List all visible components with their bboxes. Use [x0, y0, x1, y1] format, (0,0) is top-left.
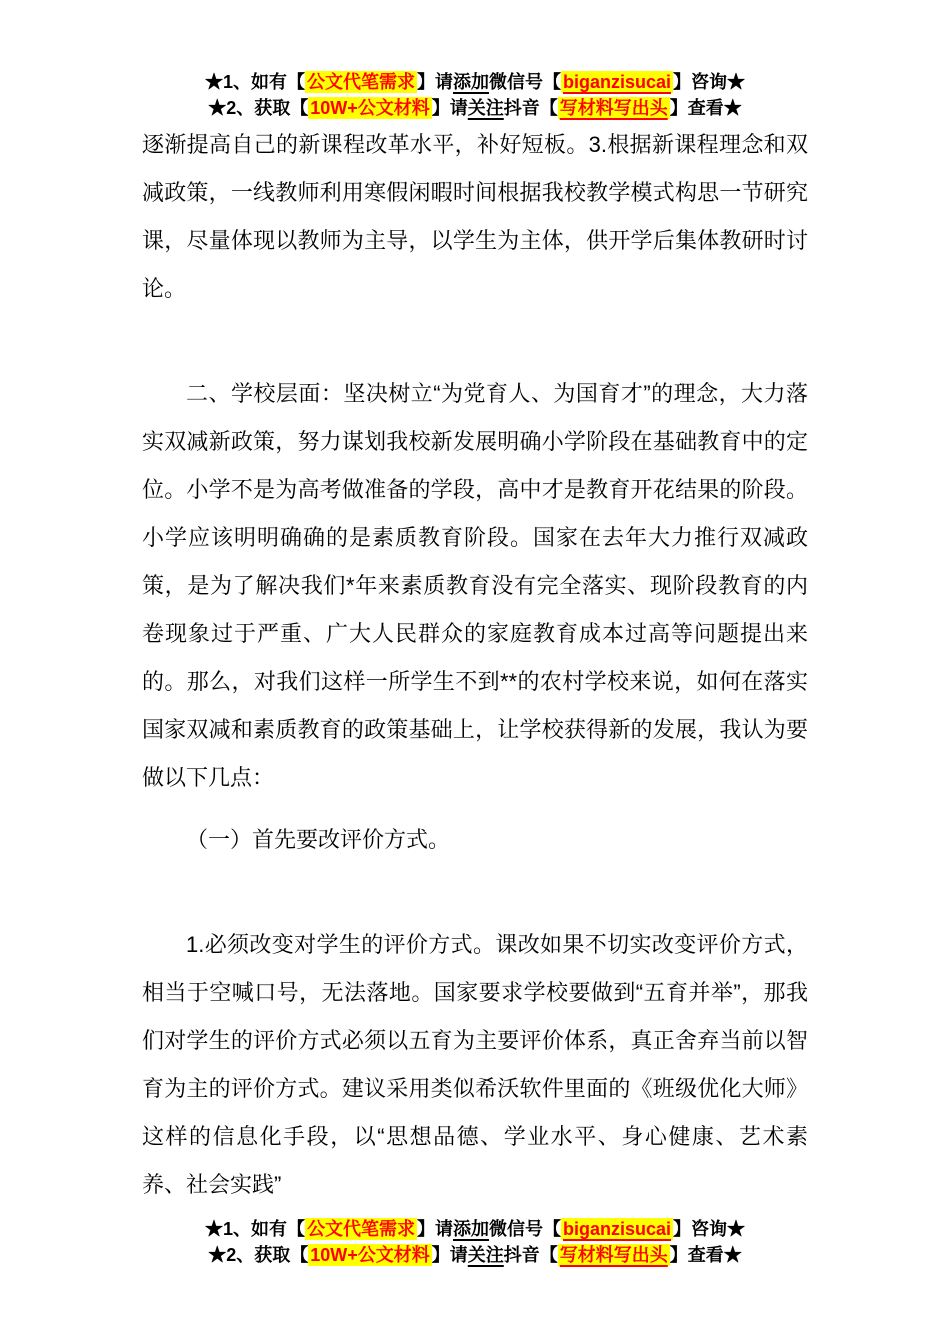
promo-text: ★1、如有【	[204, 1219, 305, 1239]
promo-text: ★2、获取【	[208, 1245, 309, 1265]
promo-text: 微信号【	[488, 1219, 561, 1239]
douyin-name-highlight: 写材料写出头	[559, 1245, 668, 1265]
promo-line-1	[0, 69, 950, 95]
header-promo-banner	[0, 0, 950, 121]
promo-line-2	[0, 95, 950, 121]
promo-text: 】查看★	[669, 1245, 742, 1265]
blank-line	[142, 313, 808, 370]
promo-text: 】查看★	[669, 98, 742, 118]
body-paragraph-point-one: 1.必须改变对学生的评价方式。课改如果不切实改变评价方式，相当于空喊口号，无法落地。国家要求学校要做到“五育并举”，那我们对学生的评价方式必须以五育为主要评价体系，真正舍弃当前以智育为主的评价方式。建议采用类似希沃软件里面的《班级优化大师》这样的信息化手段，以“思想品德、学业水平、身心健康、艺术素养、社会实践”	[142, 932, 808, 1197]
promo-highlight-service: 公文代笔需求	[306, 72, 415, 92]
body-paragraph-continuation: 逐渐提高自己的新课程改革水平，补好短板。3.根据新课程理念和双减政策，一线教师利用寒假闲暇时间根据我校教学模式构思一节研究课，尽量体现以教师为主导，以学生为主体，供开学后集体教研时讨论。	[142, 132, 808, 301]
blank-line	[142, 864, 808, 921]
promo-line-1	[0, 1216, 950, 1242]
promo-highlight-service: 公文代笔需求	[306, 1219, 415, 1239]
promo-underline-add: 添加	[452, 1219, 489, 1239]
promo-text: 】请	[416, 72, 453, 92]
promo-text: 】咨询★	[673, 1219, 746, 1239]
promo-text: ★2、获取【	[208, 98, 309, 118]
wechat-id-highlight: biganzisucai	[562, 72, 672, 92]
promo-text: 】请	[431, 98, 468, 118]
promo-text: 】请	[431, 1245, 468, 1265]
body-paragraph-section-two: 二、学校层面：坚决树立“为党育人、为国育才”的理念，大力落实双减新政策，努力谋划我校新发展明确小学阶段在基础教育中的定位。小学不是为高考做准备的学段，高中才是教育开花结果的阶段。小学应该明明确确的是素质教育阶段。国家在去年大力推行双减政策，是为了解决我们*年来素质教育没有完全落实、现阶段教育的内卷现象过于严重、广大人民群众的家庭教育成本过高等问题提出来的。那么，对我们这样一所学生不到**的农村学校来说，如何在落实国家双减和素质教育的政策基础上，让学校获得新的发展，我认为要做以下几点：	[142, 381, 808, 790]
promo-underline-add: 添加	[452, 72, 489, 92]
promo-text: 微信号【	[488, 72, 561, 92]
promo-text: 】请	[416, 1219, 453, 1239]
promo-underline-follow: 关注	[467, 98, 504, 118]
promo-text: 抖音【	[503, 98, 558, 118]
footer-promo-banner	[0, 1216, 950, 1268]
promo-text: ★1、如有【	[204, 72, 305, 92]
promo-underline-follow: 关注	[467, 1245, 504, 1265]
wechat-id-highlight: biganzisucai	[562, 1219, 672, 1239]
promo-text: 】咨询★	[673, 72, 746, 92]
promo-highlight-materials: 10W+公文材料	[310, 98, 430, 118]
promo-line-2	[0, 1242, 950, 1268]
document-body	[142, 121, 808, 1209]
promo-text: 抖音【	[503, 1245, 558, 1265]
douyin-name-highlight: 写材料写出头	[559, 98, 668, 118]
promo-highlight-materials: 10W+公文材料	[310, 1245, 430, 1265]
body-subheading-one: （一）首先要改评价方式。	[186, 827, 451, 852]
